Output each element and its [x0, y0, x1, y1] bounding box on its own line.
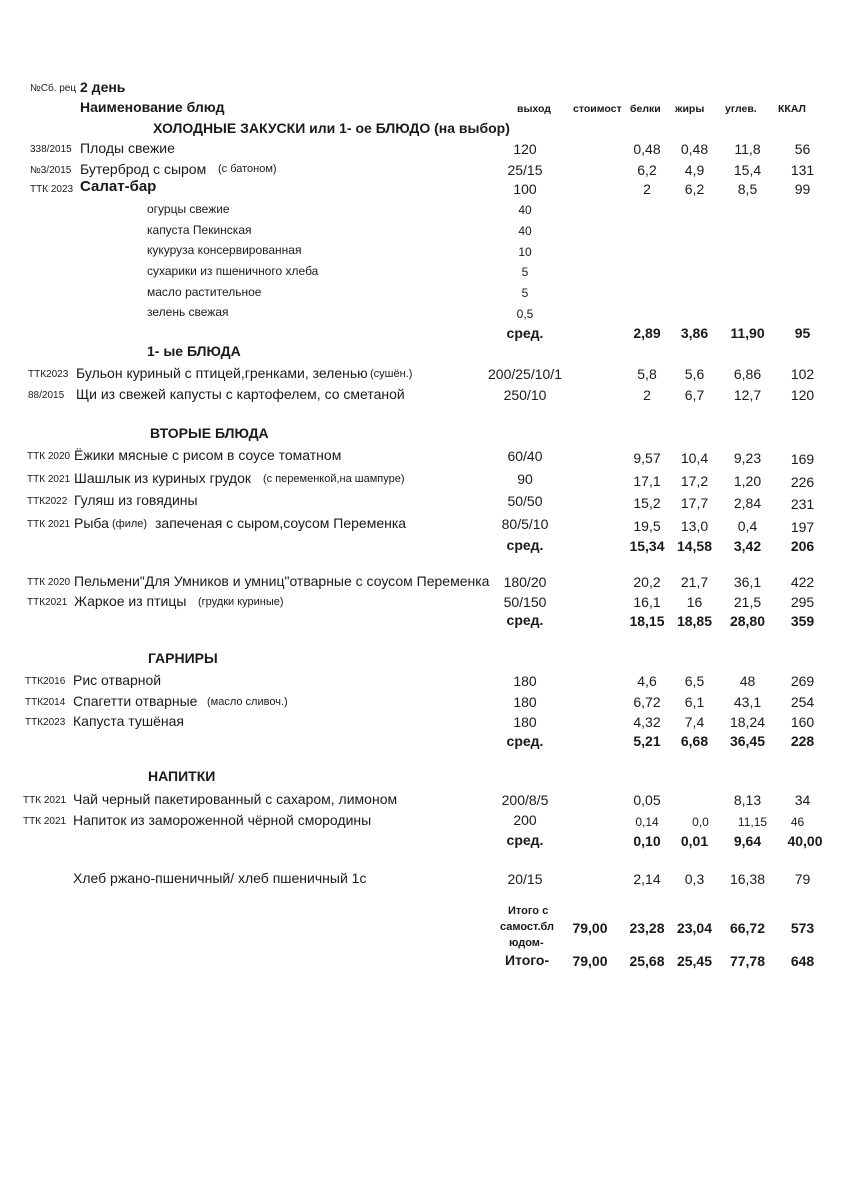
ingredient-output: 10: [518, 245, 532, 259]
kcal-value: 228: [790, 733, 815, 749]
dish-name: Шашлык из куриных грудок: [74, 470, 251, 486]
dish-note: (с переменкой,на шампуре): [263, 473, 405, 485]
dish-name: Напиток из замороженной чёрной смородины: [73, 812, 372, 828]
recipe-code: ТТК 2023: [30, 184, 74, 195]
protein-value: 5,8: [637, 366, 657, 382]
carbs-value: 28,80: [729, 613, 766, 629]
kcal-value: 34: [794, 792, 811, 808]
kcal-value: 295: [790, 594, 815, 610]
recipe-code: ТТК 2020: [27, 577, 71, 588]
col-cost-header: стоимост: [573, 103, 622, 115]
carbs-value: 6,86: [733, 366, 762, 382]
kcal-value: 422: [790, 574, 815, 590]
carbs-value: 11,8: [734, 141, 761, 157]
carbs-value: 8,5: [737, 181, 758, 197]
col-carbs-header: углев.: [725, 103, 757, 115]
protein-value: 6,2: [637, 162, 657, 178]
section-title-drinks: НАПИТКИ: [148, 768, 216, 784]
fat-value: 6,68: [680, 733, 709, 749]
fat-value: 16: [686, 594, 703, 610]
total-label-line2: самост.бл: [500, 921, 555, 933]
output-value: 80/5/10: [501, 516, 549, 532]
kcal-value: 231: [790, 496, 815, 512]
protein-value: 15,34: [629, 538, 665, 554]
fat-value: 0,3: [684, 871, 705, 887]
output-value: 200/8/5: [501, 792, 549, 808]
section-title-cold: ХОЛОДНЫЕ ЗАКУСКИ или 1- ое БЛЮДО (на выбор): [153, 120, 510, 136]
fat-value: 6,1: [684, 694, 705, 710]
dish-name: Чай черный пакетированный с сахаром, лимоном: [73, 791, 398, 807]
fat-value: 17,2: [680, 473, 709, 489]
carbs-value: 8,13: [733, 792, 762, 808]
ingredient-output: 0,5: [516, 307, 534, 321]
ingredient-output: 40: [518, 203, 532, 217]
output-value: 200: [513, 812, 537, 828]
output-value: 180/20: [503, 574, 547, 590]
total-label-line1: Итого с: [508, 905, 549, 917]
fat-value: 3,86: [680, 325, 709, 341]
dish-name: Плоды свежие: [80, 140, 175, 156]
kcal-value: 648: [790, 953, 815, 969]
recipe-code: №3/2015: [30, 165, 72, 176]
output-value: 180: [513, 714, 537, 730]
protein-value: 0,48: [633, 141, 661, 157]
output-value: 120: [513, 141, 537, 157]
dish-name: Щи из свежей капусты с картофелем, со сметаной: [76, 386, 405, 402]
kcal-value: 99: [794, 181, 811, 197]
dish-name: Жаркое из птицы: [74, 593, 187, 609]
carbs-value: 2,84: [733, 495, 762, 511]
recipe-code: ТТК2014: [25, 697, 66, 708]
carbs-value: 15,4: [733, 162, 762, 178]
protein-value: 4,32: [633, 714, 661, 730]
dish-note: (масло сливоч.): [207, 696, 288, 708]
carbs-value: 9,64: [733, 833, 762, 849]
fat-value: 0,01: [680, 833, 709, 849]
kcal-value: 226: [790, 474, 815, 490]
protein-value: 2,14: [633, 871, 661, 887]
kcal-value: 269: [790, 673, 815, 689]
recipe-code: ТТК2023: [25, 717, 66, 728]
output-value: 20/15: [507, 871, 543, 887]
dish-note: (филе): [112, 518, 148, 530]
kcal-value: 160: [790, 714, 815, 730]
average-label: сред.: [506, 612, 544, 628]
fat-value: 6,2: [684, 181, 705, 197]
kcal-value: 56: [794, 141, 811, 157]
protein-value: 2,89: [633, 325, 661, 341]
dish-name: Салат-бар: [80, 178, 157, 195]
carbs-value: 48: [739, 673, 756, 689]
dish-name-continued: запеченая с сыром,соусом Переменка: [155, 515, 407, 531]
recipe-code: ТТК2016: [25, 676, 66, 687]
kcal-value: 197: [790, 519, 815, 535]
dish-note: (грудки куриные): [198, 596, 284, 608]
kcal-value: 95: [794, 325, 811, 341]
col-kcal-header: ККАЛ: [778, 103, 806, 115]
recipe-code: ТТК 2021: [27, 519, 71, 530]
carbs-value: 66,72: [729, 920, 766, 936]
carbs-value: 36,1: [733, 574, 762, 590]
dish-name: Рис отварной: [73, 672, 162, 688]
fat-value: 4,9: [684, 162, 705, 178]
ingredient-output: 5: [521, 286, 529, 300]
fat-value: 21,7: [680, 574, 709, 590]
ingredient-name: огурцы свежие: [147, 202, 230, 216]
cost-value: 79,00: [572, 920, 608, 936]
col-output-header: выход: [517, 103, 551, 115]
ingredient-name: зелень свежая: [147, 305, 229, 319]
protein-value: 20,2: [633, 574, 661, 590]
ingredient-name: сухарики из пшеничного хлеба: [147, 264, 319, 278]
fat-value: 23,04: [676, 920, 713, 936]
carbs-value: 11,15: [737, 815, 768, 829]
carbs-value: 77,78: [729, 953, 766, 969]
dish-note: (с батоном): [218, 163, 277, 175]
fat-value: 6,5: [684, 673, 705, 689]
fat-value: 25,45: [676, 953, 713, 969]
kcal-value: 573: [790, 920, 815, 936]
protein-value: 17,1: [633, 473, 661, 489]
col-protein-header: белки: [630, 103, 661, 115]
output-value: 250/10: [503, 387, 547, 403]
section-title-sides: ГАРНИРЫ: [148, 650, 218, 666]
kcal-value: 359: [790, 613, 815, 629]
output-value: 100: [513, 181, 537, 197]
carbs-value: 1,20: [733, 473, 762, 489]
kcal-value: 206: [790, 538, 815, 554]
recipe-code: 88/2015: [28, 390, 65, 401]
dish-name: Гуляш из говядины: [74, 492, 198, 508]
section-title-second: ВТОРЫЕ БЛЮДА: [150, 425, 269, 441]
dish-name: Капуста тушёная: [73, 713, 184, 729]
kcal-value: 169: [790, 451, 815, 467]
col-fat-header: жиры: [675, 103, 705, 115]
kcal-value: 102: [790, 366, 815, 382]
total-label-line3: юдом-: [509, 937, 544, 949]
output-value: 200/25/10/1: [488, 366, 562, 382]
dish-note: (сушён.): [370, 368, 413, 380]
day-label: 2 день: [80, 79, 126, 95]
protein-value: 0,10: [633, 833, 661, 849]
ingredient-name: капуста Пекинская: [147, 223, 252, 237]
output-value: 60/40: [507, 448, 543, 464]
recipe-code: ТТК 2021: [27, 474, 71, 485]
recipe-code: 338/2015: [30, 144, 72, 155]
name-column-header: Наименование блюд: [80, 99, 225, 115]
carbs-value: 9,23: [733, 450, 762, 466]
recipe-code: ТТК2022: [27, 496, 68, 507]
kcal-value: 254: [790, 694, 815, 710]
carbs-value: 0,4: [737, 518, 758, 534]
output-value: 90: [517, 471, 533, 487]
carbs-value: 43,1: [733, 694, 762, 710]
kcal-value: 79: [794, 871, 811, 887]
protein-value: 18,15: [629, 613, 665, 629]
fat-value: 14,58: [676, 538, 713, 554]
kcal-value: 40,00: [787, 833, 823, 849]
protein-value: 5,21: [633, 733, 661, 749]
fat-value: 18,85: [676, 613, 713, 629]
recipe-number-label: №Сб. рец: [30, 83, 77, 94]
bread-name: Хлеб ржано-пшеничный/ хлеб пшеничный 1с: [73, 870, 367, 886]
ingredient-output: 40: [518, 224, 532, 238]
recipe-code: ТТК2021: [27, 597, 68, 608]
output-value: 180: [513, 694, 537, 710]
protein-value: 9,57: [633, 450, 661, 466]
carbs-value: 36,45: [729, 733, 766, 749]
fat-value: 17,7: [680, 495, 709, 511]
protein-value: 23,28: [629, 920, 665, 936]
fat-value: 0,48: [680, 141, 709, 157]
protein-value: 16,1: [633, 594, 661, 610]
fat-value: 6,7: [684, 387, 705, 403]
recipe-code: ТТК 2020: [27, 451, 71, 462]
carbs-value: 18,24: [729, 714, 766, 730]
carbs-value: 11,90: [730, 325, 765, 341]
output-value: 180: [513, 673, 537, 689]
protein-value: 0,05: [633, 792, 661, 808]
carbs-value: 3,42: [733, 538, 762, 554]
protein-value: 15,2: [633, 495, 661, 511]
ingredient-output: 5: [521, 265, 529, 279]
cost-value: 79,00: [572, 953, 608, 969]
protein-value: 25,68: [629, 953, 665, 969]
kcal-value: 46: [790, 815, 805, 829]
output-value: 50/150: [503, 594, 547, 610]
dish-name: Бутерброд с сыром: [80, 161, 207, 177]
ingredient-name: масло растительное: [147, 285, 262, 299]
dish-name: Пельмени"Для Умников и умниц"отварные с соусом Переменка: [74, 573, 490, 589]
recipe-code: ТТК 2021: [23, 795, 67, 806]
dish-name: Бульон куриный с птицей,гренками, зеленью: [76, 365, 368, 381]
carbs-value: 21,5: [733, 594, 762, 610]
grand-total-label: Итого-: [505, 952, 550, 968]
kcal-value: 120: [790, 387, 815, 403]
ingredient-name: кукуруза консервированная: [147, 243, 302, 257]
average-label: сред.: [506, 733, 544, 749]
fat-value: 13,0: [680, 518, 709, 534]
output-value: 25/15: [507, 162, 543, 178]
protein-value: 6,72: [633, 694, 661, 710]
carbs-value: 12,7: [733, 387, 762, 403]
average-label: сред.: [506, 325, 544, 341]
fat-value: 7,4: [684, 714, 705, 730]
recipe-code: ТТК 2021: [23, 816, 67, 827]
dish-name: Рыба: [74, 515, 109, 531]
protein-value: 19,5: [633, 518, 661, 534]
kcal-value: 131: [790, 162, 815, 178]
protein-value: 0,14: [635, 815, 659, 829]
protein-value: 2: [643, 181, 651, 197]
fat-value: 5,6: [684, 366, 705, 382]
fat-value: 10,4: [680, 450, 709, 466]
fat-value: 0,0: [692, 815, 709, 829]
dish-name: Спагетти отварные: [73, 693, 198, 709]
average-label: сред.: [506, 537, 544, 553]
recipe-code: ТТК2023: [28, 369, 69, 380]
protein-value: 2: [643, 387, 651, 403]
carbs-value: 16,38: [729, 871, 766, 887]
output-value: 50/50: [507, 493, 543, 509]
dish-name: Ёжики мясные с рисом в соусе томатном: [74, 447, 342, 463]
protein-value: 4,6: [637, 673, 657, 689]
average-label: сред.: [506, 832, 544, 848]
section-title-first: 1- ые БЛЮДА: [147, 343, 241, 359]
